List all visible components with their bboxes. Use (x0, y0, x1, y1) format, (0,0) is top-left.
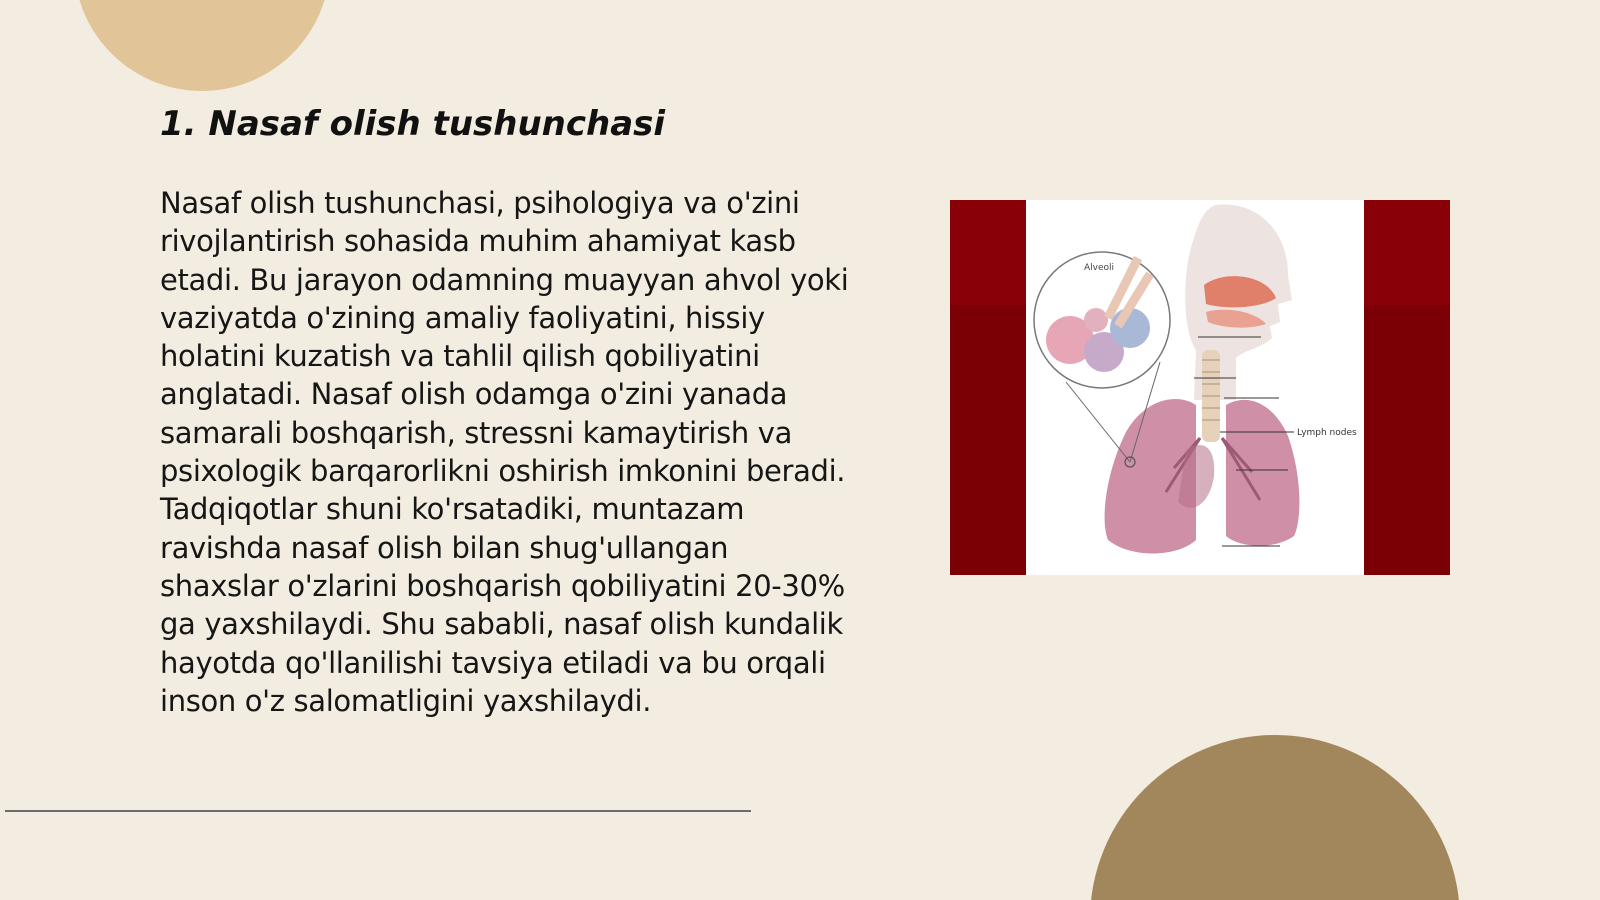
slide-body-text: Nasaf olish tushunchasi, psihologiya va o'zini rivojlantirish sohasida muhim ahamiyat kasb etadi. Bu jarayon odamning muayyan ahvol yoki vaziyatda o'zining amaliy faoliyatini, hissiy holatini kuzatish va tahlil qilish qobiliyatini anglatadi. Nasaf olish odamga o'zini yanada samarali boshqarish, stressni kamaytirish va psixologik barqarorlikni oshirish imkonini beradi. Tadqiqotlar shuni ko'rsatadiki, muntazam ravishda nasaf olish bilan shug'ullangan shaxslar o'zlarini boshqarish qobiliyatini 20-30% ga yaxshilaydi. Shu sababli, nasaf olish kundalik hayotda qo'llanilishi tavsiya etiladi va bu orqali inson o'z salomatligini yaxshilaydi. (160, 186, 849, 718)
lymph-nodes-label: Lymph nodes (1297, 428, 1357, 438)
decorative-circle-top (74, 0, 330, 91)
divider-line (5, 810, 751, 812)
respiratory-diagram (1026, 200, 1364, 575)
slide-title: 1. Nasaf olish tushunchasi (160, 104, 666, 144)
respiratory-system-illustration (950, 200, 1450, 575)
decorative-circle-bottom (1090, 735, 1460, 900)
alveoli-label: Alveoli (1084, 263, 1115, 273)
